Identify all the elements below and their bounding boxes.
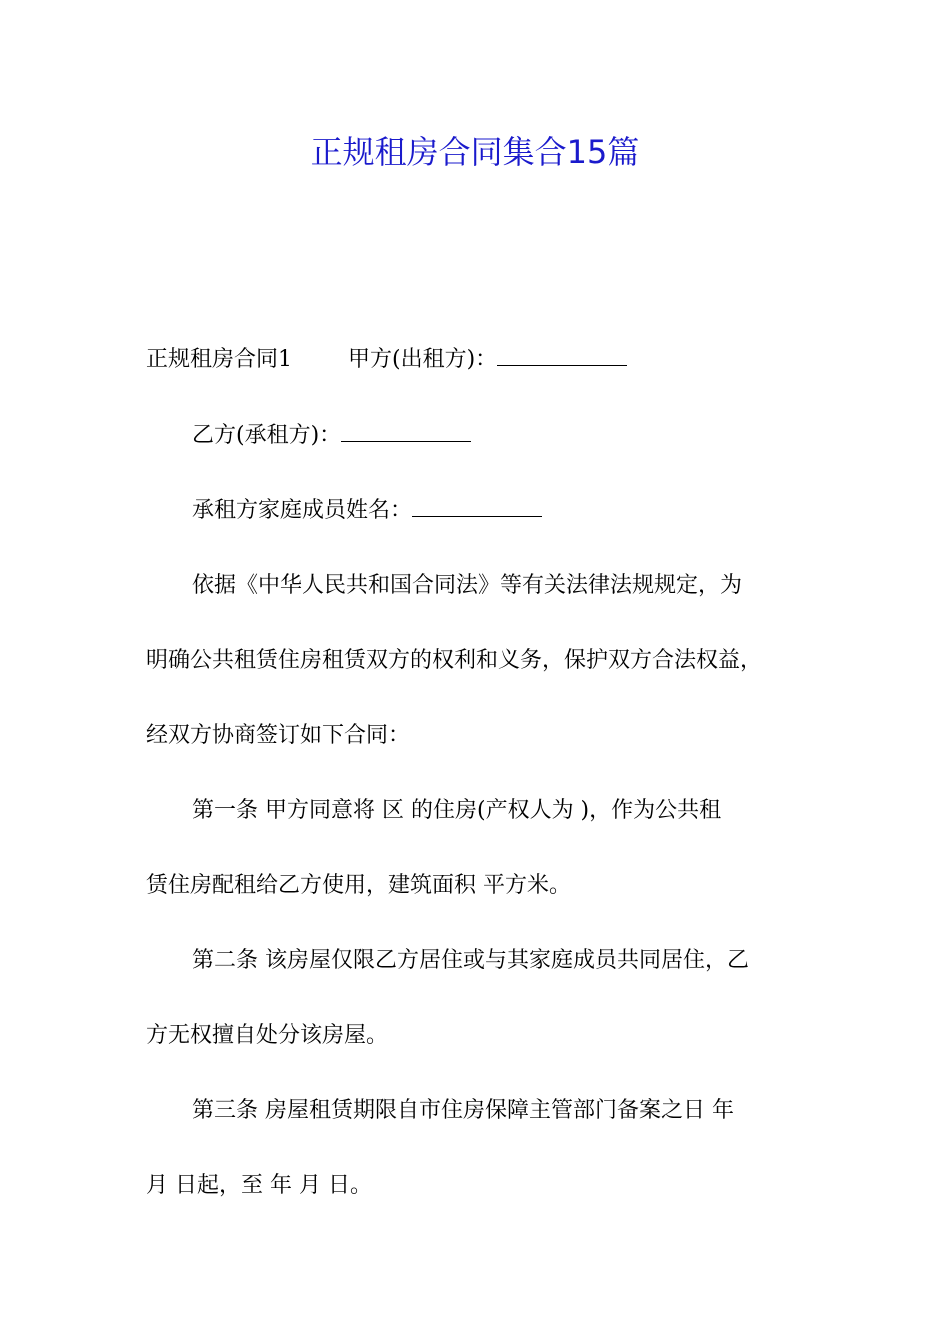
party-b-label: 乙方(承租方)： (192, 423, 342, 448)
paragraph-line: 依据《中华人民共和国合同法》等有关法律法规规定，为 (192, 573, 743, 598)
family-members-line (192, 494, 542, 528)
paragraph-line: 明确公共租赁住房租赁双方的权利和义务，保护双方合法权益， (146, 648, 763, 673)
party-a-blank (497, 345, 627, 366)
article-3-line: 月 日起，至 年 月 日。 (146, 1173, 372, 1198)
party-b-blank (341, 421, 471, 442)
article-1-line: 第一条 甲方同意将 区 的住房(产权人为 )，作为公共租 (192, 798, 722, 823)
article-2-line: 第二条 该房屋仅限乙方居住或与其家庭成员共同居住，乙 (192, 948, 749, 973)
article-3-line: 第三条 房屋租赁期限自市住房保障主管部门备案之日 年 (192, 1098, 734, 1123)
article-1-line: 赁住房配租给乙方使用，建筑面积 平方米。 (146, 873, 571, 898)
family-members-label: 承租方家庭成员姓名： (192, 498, 413, 523)
paragraph-line: 经双方协商签订如下合同： (146, 723, 411, 748)
article-2-line: 方无权擅自处分该房屋。 (146, 1023, 389, 1048)
family-members-blank (412, 496, 542, 517)
party-b-line (192, 419, 471, 453)
contract-heading: 正规租房合同1 (146, 347, 292, 372)
party-a-label: 甲方(出租方)： (348, 347, 498, 372)
contract-first-line (146, 343, 627, 377)
document-title: 正规租房合同集合15篇 (310, 133, 640, 171)
